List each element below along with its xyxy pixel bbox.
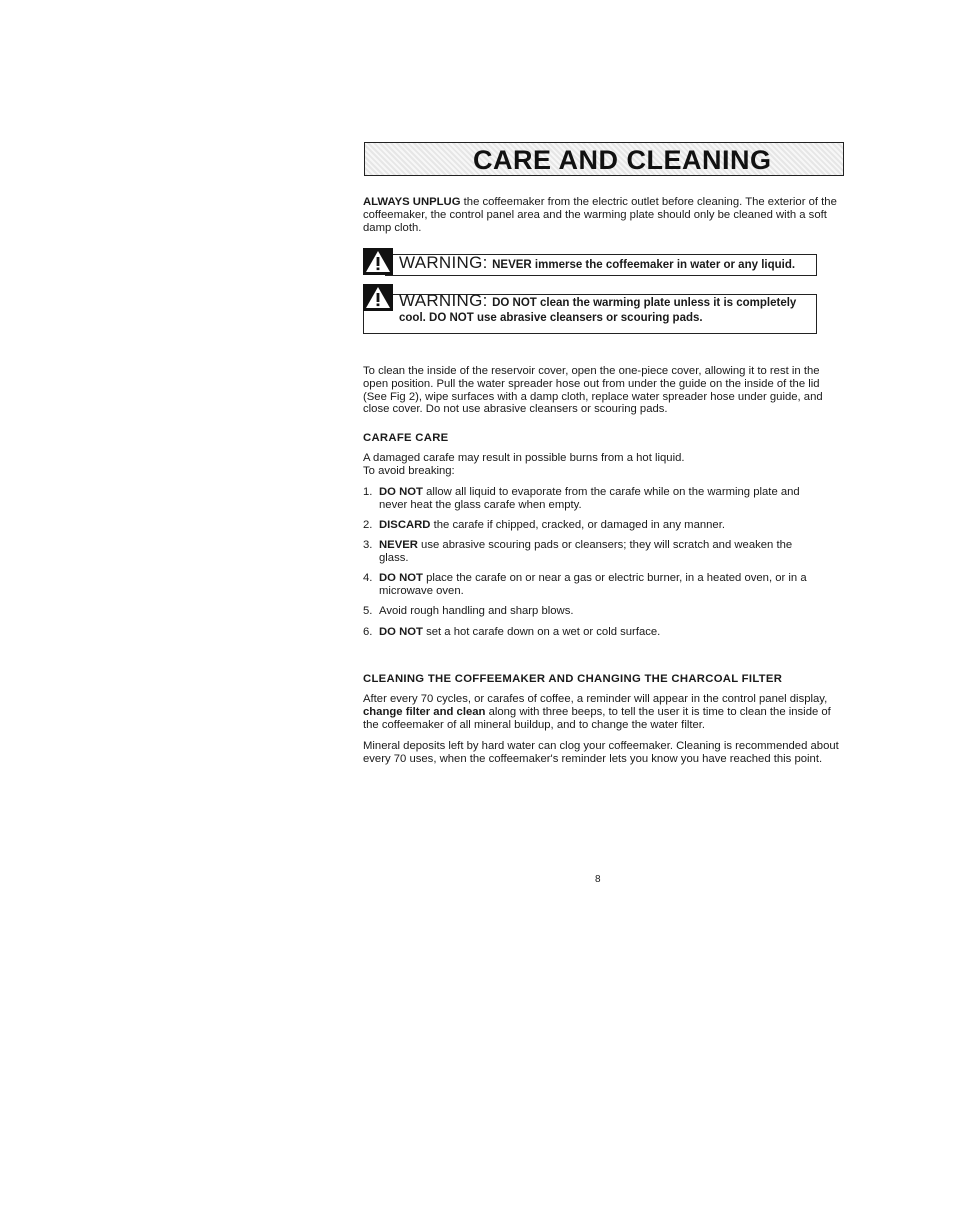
list-lead: DO NOT: [379, 486, 423, 498]
list-text: Avoid rough handling and sharp blows.: [379, 605, 574, 617]
page-number: 8: [595, 874, 601, 885]
list-lead: DISCARD: [379, 519, 431, 531]
list-number: 1.: [363, 486, 373, 498]
list-number: 5.: [363, 605, 373, 617]
charcoal-p1-after: along with three beeps, to tell the user it is time to clean the inside of the coffeemaker of all mineral buildup, and to change the water filter.: [363, 705, 831, 731]
intro-paragraph: [363, 196, 841, 234]
intro-lead: ALWAYS UNPLUG: [363, 196, 461, 208]
charcoal-paragraph-1: [363, 693, 841, 731]
list-body: [379, 519, 829, 532]
carafe-intro-line-2: To avoid breaking:: [363, 465, 455, 477]
charcoal-paragraph-2: Mineral deposits left by hard water can clog your coffeemaker. Cleaning is recommended about every 70 uses, when the coffeemaker's reminder lets you know you have reached this point.: [363, 740, 839, 765]
warning-line-1: [399, 253, 795, 273]
list-body: [379, 626, 829, 639]
list-text: the carafe if chipped, cracked, or damaged in any manner.: [430, 519, 725, 531]
warning-triangle-icon: [363, 248, 393, 275]
charcoal-p1-mid: and: [430, 705, 457, 718]
list-number: 4.: [363, 572, 373, 584]
warning-triangle-icon: [363, 284, 393, 311]
list-text: use abrasive scouring pads or cleansers; they will scratch and weaken the glass.: [379, 539, 793, 564]
list-text: allow all liquid to evaporate from the carafe while on the warming plate and never heat the glass carafe when empty.: [379, 486, 800, 511]
warning-text-1: immerse the coffeemaker in water or any liquid.: [531, 259, 796, 271]
list-body: [379, 539, 799, 565]
list-number: 2.: [363, 519, 373, 531]
reservoir-paragraph: To clean the inside of the reservoir cover, open the one-piece cover, allowing it to rest in the open position. Pull the water spreader hose out from under the guide on the inside of the lid (See Fig 2), wipe surfaces with a damp cloth, replace water spreader hose under guide, and close cover. Do not use abrasive cleansers or scouring pads.: [363, 365, 823, 416]
list-text: set a hot carafe down on a wet or cold surface.: [422, 626, 661, 638]
list-number: 6.: [363, 626, 373, 638]
charcoal-p1-before: After every 70 cycles, or carafes of coffee, a reminder will appear in the control panel display,: [363, 693, 828, 705]
title-banner: [364, 142, 844, 176]
warning-label-2: WARNING:: [399, 291, 488, 310]
carafe-care-heading: CARAFE CARE: [363, 432, 449, 444]
list-body: [379, 486, 829, 512]
list-lead: NEVER: [379, 539, 418, 551]
list-text: place the carafe on or near a gas or electric burner, in a heated oven, or in a microwave oven.: [379, 572, 807, 597]
charcoal-heading: CLEANING THE COFFEEMAKER AND CHANGING THE CHARCOAL FILTER: [363, 673, 783, 685]
list-body: [379, 572, 809, 598]
list-lead: DO NOT: [379, 572, 423, 584]
charcoal-p1-bold2: clean: [456, 705, 486, 718]
warning-label-1: WARNING:: [399, 253, 488, 272]
list-body: [379, 605, 829, 618]
intro-text: the coffeemaker from the electric outlet before cleaning. The exterior of the coffeemaker, the control panel area and the warming plate should only be cleaned with a soft damp cloth.: [363, 196, 837, 234]
warning-text-2: clean the warming plate unless it is completely cool. DO NOT use abrasive cleansers or scouring pads.: [399, 297, 797, 324]
warning-box-2: [363, 284, 817, 334]
charcoal-p1-bold: change filter: [363, 705, 431, 718]
list-number: 3.: [363, 539, 373, 551]
warning-lead-1: NEVER: [492, 259, 532, 271]
list-lead: DO NOT: [379, 626, 423, 638]
warning-lead-2: DO NOT: [492, 297, 537, 309]
carafe-intro-line-1: A damaged carafe may result in possible burns from a hot liquid.: [363, 452, 685, 464]
warning-box-1: [363, 248, 817, 278]
page-title: CARE AND CLEANING: [473, 145, 772, 175]
warning-line-2: [399, 291, 809, 325]
